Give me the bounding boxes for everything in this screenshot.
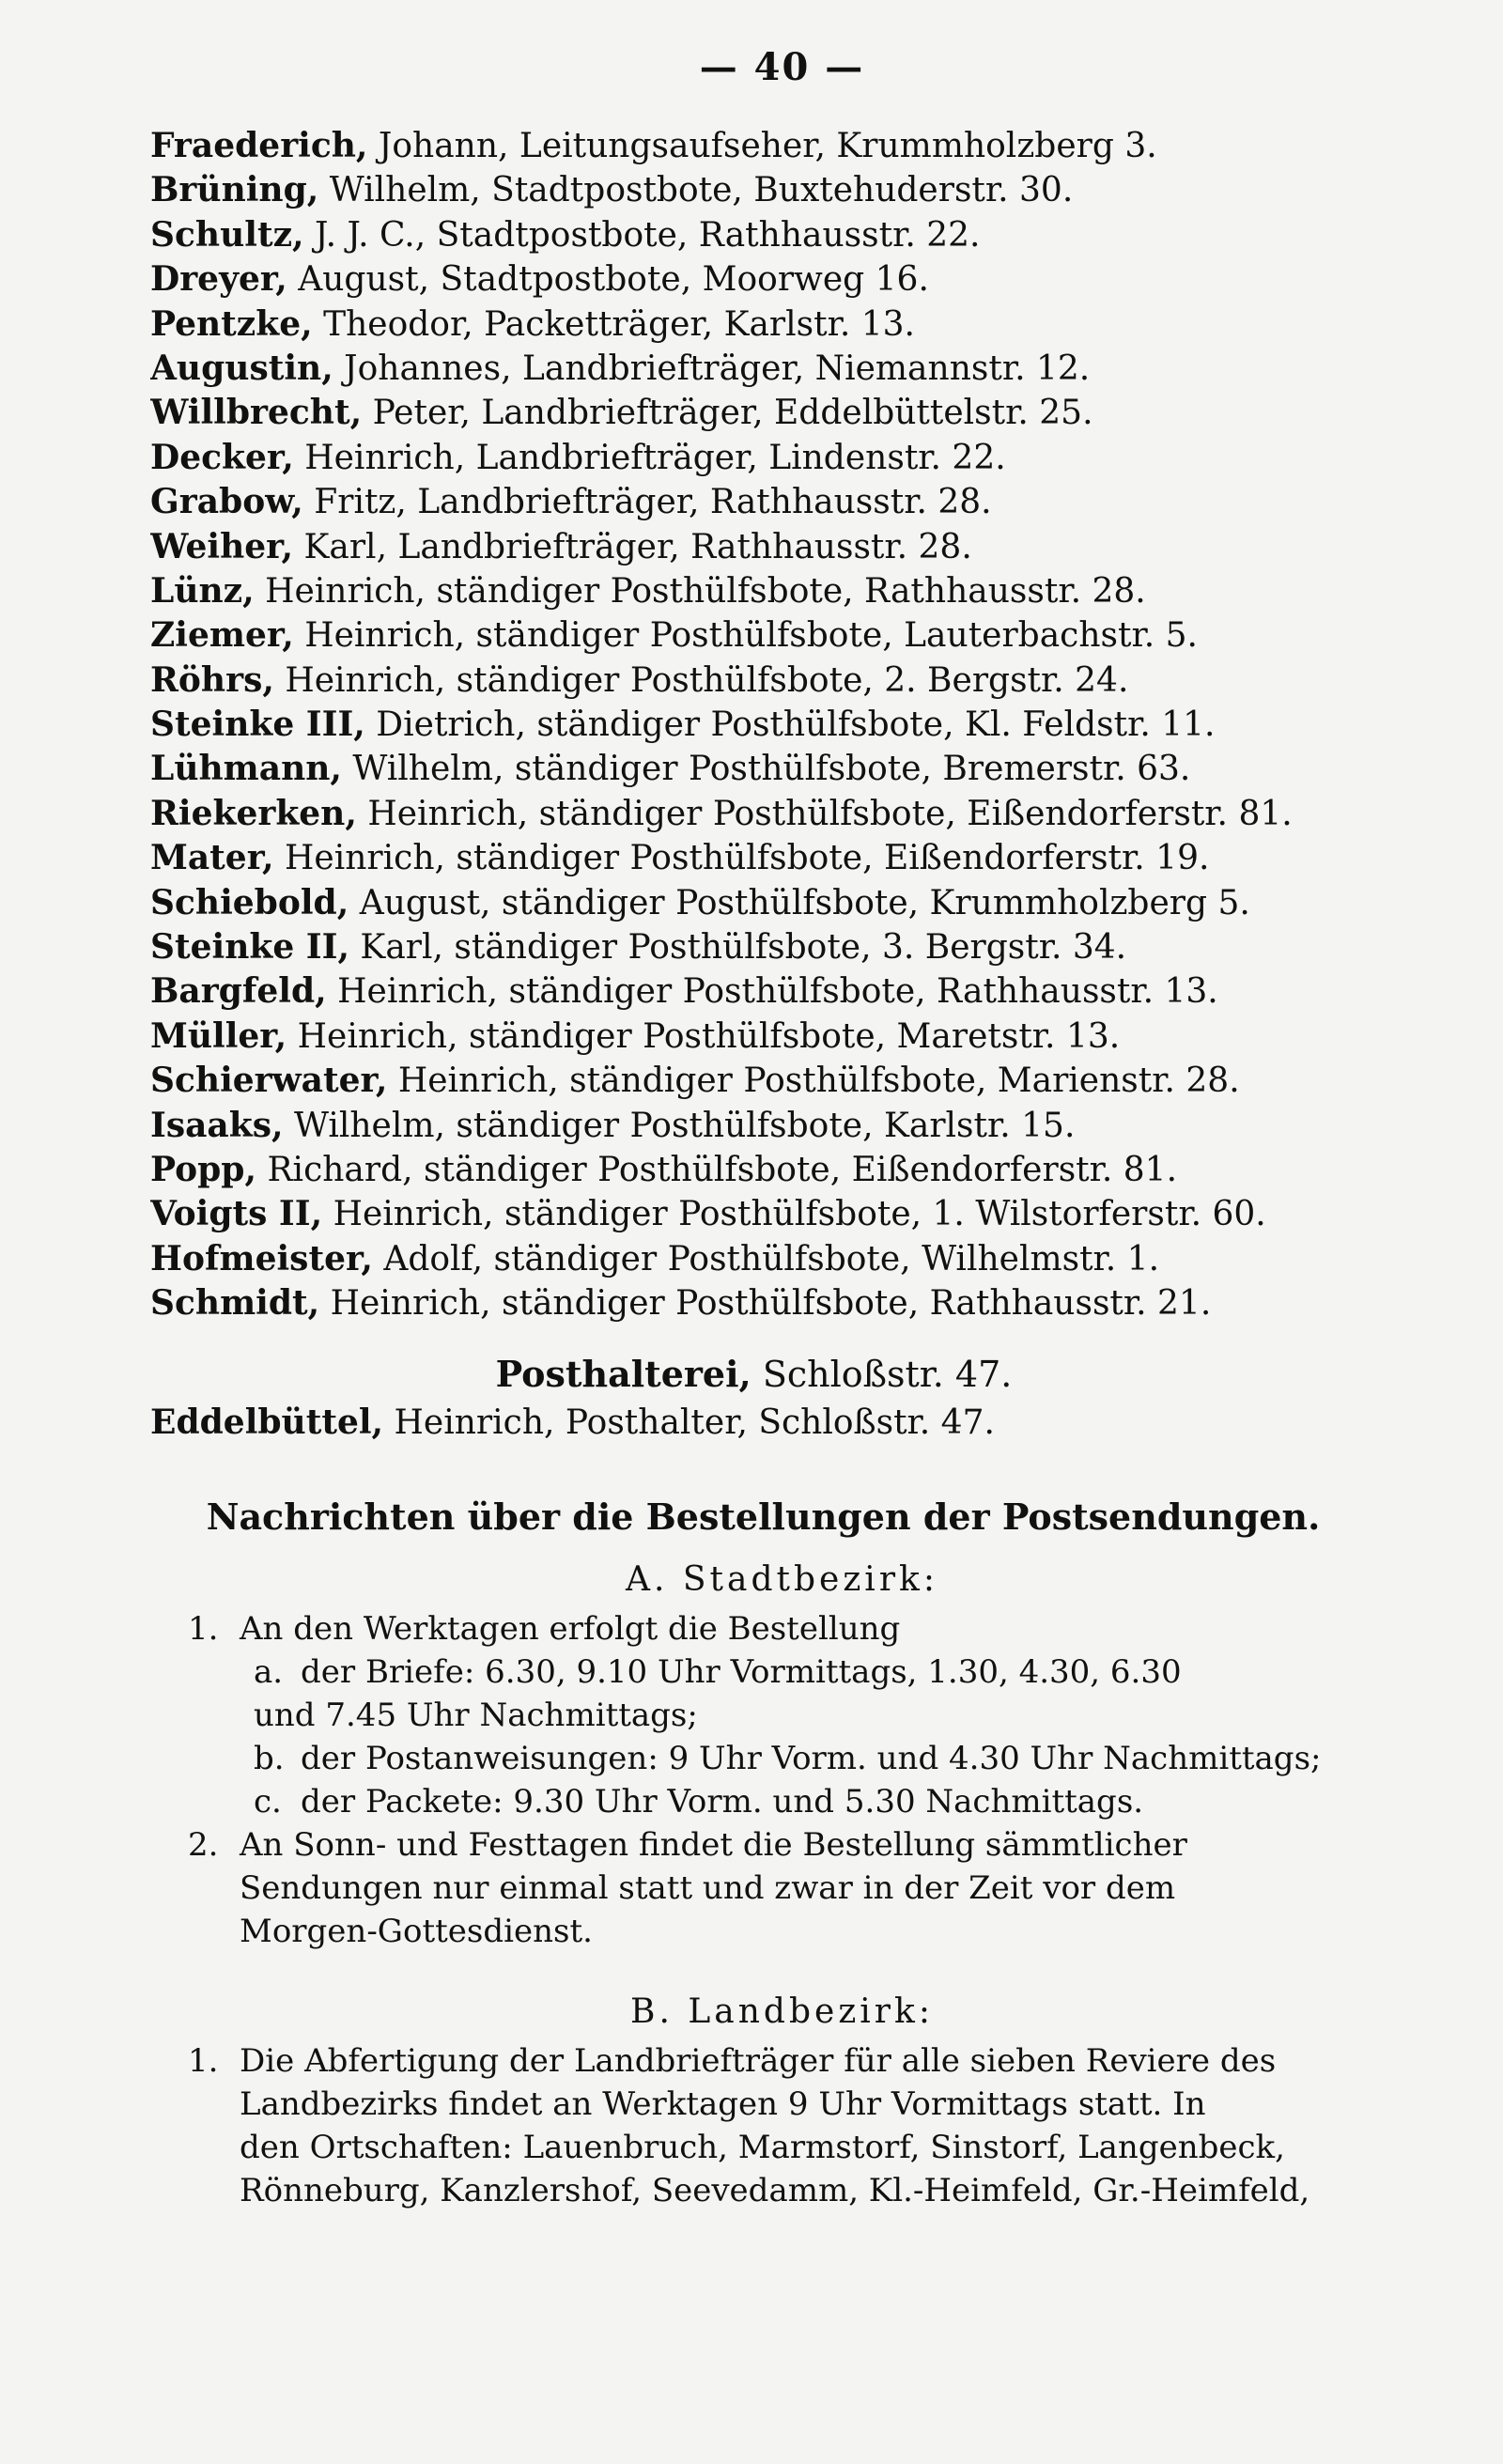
sub-text: der Briefe: 6.30, 9.10 Uhr Vormittags, 1.30, 4.30, 6.30 xyxy=(301,1652,1182,1691)
entry-surname: Voigts II, xyxy=(150,1194,323,1234)
entry-surname: Fraederich, xyxy=(150,126,368,165)
list-item xyxy=(150,302,1414,347)
entry-details: Johannes, Landbriefträger, Niemannstr. 12. xyxy=(333,349,1091,388)
entry-surname: Willbrecht, xyxy=(150,393,363,433)
landbezirk-item-1-continued: den Ortschaften: Lauenbruch, Marmstorf, Sinstorf, Langenbeck, xyxy=(240,2128,1285,2166)
entry-details: Heinrich, ständiger Posthülfsbote, Lauterbachstr. 5. xyxy=(293,616,1198,656)
posthalterei-address: Schloßstr. 47. xyxy=(751,1353,1013,1395)
stadtbezirk-item-2-continued: Morgen-Gottesdienst. xyxy=(240,1912,593,1950)
section-heading-landbezirk: B. Landbezirk: xyxy=(630,1991,934,2031)
entry-surname: Riekerken, xyxy=(150,793,357,833)
entry-details: Karl, ständiger Posthülfsbote, 3. Bergstr. 34. xyxy=(349,928,1127,968)
stadtbezirk-sub-a-continued: und 7.45 Uhr Nachmittags; xyxy=(254,1696,698,1734)
entry-surname: Schiebold, xyxy=(150,882,349,922)
list-item xyxy=(150,836,1414,880)
sub-letter: a. xyxy=(254,1652,284,1691)
entry-details: Heinrich, Landbriefträger, Lindenstr. 22. xyxy=(293,438,1006,477)
list-item xyxy=(150,168,1414,212)
entry-details: August, ständiger Posthülfsbote, Krummholzberg 5. xyxy=(349,883,1250,922)
entry-details: Theodor, Packetträger, Karlstr. 13. xyxy=(312,304,915,344)
entry-details: Heinrich, ständiger Posthülfsbote, 2. Bergstr. 24. xyxy=(273,660,1129,700)
list-item xyxy=(150,969,1414,1014)
list-item xyxy=(150,436,1414,480)
list-item xyxy=(150,1281,1414,1325)
landbezirk-item-1-continued: Rönneburg, Kanzlershof, Seevedamm, Kl.-Heimfeld, Gr.-Heimfeld, xyxy=(240,2171,1310,2209)
item-text: An den Werktagen erfolgt die Bestellung xyxy=(240,1609,901,1648)
page-number: — 40 — xyxy=(699,45,865,89)
sub-letter: b. xyxy=(254,1739,285,1777)
list-item xyxy=(150,569,1414,613)
stadtbezirk-item-1 xyxy=(150,1607,1414,1650)
entry-surname: Ziemer, xyxy=(150,615,294,656)
list-item xyxy=(150,347,1414,391)
entry-surname: Steinke II, xyxy=(150,927,349,968)
entry-surname: Lünz, xyxy=(150,570,255,611)
sub-text: der Postanweisungen: 9 Uhr Vorm. und 4.30 Uhr Nachmittags; xyxy=(301,1739,1322,1777)
list-item xyxy=(150,881,1414,925)
list-item xyxy=(150,747,1414,791)
entry-surname: Bargfeld, xyxy=(150,971,327,1012)
list-item xyxy=(150,659,1414,703)
item-text: Die Abfertigung der Landbriefträger für alle sieben Reviere des xyxy=(240,2041,1277,2080)
posthalterei-label: Posthalterei, xyxy=(495,1352,752,1395)
entry-details: Karl, Landbriefträger, Rathhausstr. 28. xyxy=(293,527,972,566)
entry-surname: Schierwater, xyxy=(150,1061,388,1101)
list-item xyxy=(150,703,1414,747)
entry-details: Adolf, ständiger Posthülfsbote, Wilhelmstr. 1. xyxy=(372,1239,1160,1278)
entry-surname: Brüning, xyxy=(150,170,319,210)
list-item xyxy=(150,792,1414,836)
landbezirk-item-1-continued: Landbezirks findet an Werktagen 9 Uhr Vormittags statt. In xyxy=(240,2084,1206,2123)
entry-details: Heinrich, ständiger Posthülfsbote, Eißendorferstr. 19. xyxy=(273,839,1210,878)
entry-details: Fritz, Landbriefträger, Rathhausstr. 28. xyxy=(302,483,992,522)
list-item xyxy=(150,925,1414,969)
section-heading-stadtbezirk: A. Stadtbezirk: xyxy=(626,1559,938,1599)
staff-list xyxy=(150,124,1414,1326)
entry-details: Heinrich, ständiger Posthülfsbote, Maretstr. 13. xyxy=(287,1016,1121,1056)
posthalterei-heading xyxy=(150,1351,1414,1398)
list-item xyxy=(150,257,1414,302)
list-item xyxy=(150,391,1414,435)
list-item xyxy=(150,1059,1414,1103)
entry-surname: Popp, xyxy=(150,1149,256,1189)
entry-details: Heinrich, ständiger Posthülfsbote, 1. Wilstorferstr. 60. xyxy=(322,1195,1266,1234)
list-item xyxy=(150,1104,1414,1148)
entry-surname: Schmidt, xyxy=(150,1283,320,1324)
entry-surname: Weiher, xyxy=(150,526,294,566)
stadtbezirk-item-2 xyxy=(150,1823,1414,1867)
entry-details: Wilhelm, ständiger Posthülfsbote, Bremerstr. 63. xyxy=(341,750,1191,789)
sub-letter: c. xyxy=(254,1782,282,1821)
entry-surname: Decker, xyxy=(150,437,294,477)
list-item xyxy=(150,1015,1414,1059)
entry-surname: Dreyer, xyxy=(150,259,287,300)
entry-details: August, Stadtpostbote, Moorweg 16. xyxy=(287,260,929,300)
landbezirk-item-1 xyxy=(150,2039,1414,2083)
list-item xyxy=(150,525,1414,569)
entry-details: Peter, Landbriefträger, Eddelbüttelstr. 25. xyxy=(362,394,1093,433)
entry-surname: Augustin, xyxy=(150,348,333,388)
item-text: An Sonn- und Festtagen findet die Bestellung sämmtlicher xyxy=(240,1825,1187,1864)
item-number: 1. xyxy=(188,1609,219,1648)
entry-details: Heinrich, ständiger Posthülfsbote, Rathhausstr. 13. xyxy=(326,972,1218,1012)
entry-surname: Müller, xyxy=(150,1015,287,1056)
posthalter-surname: Eddelbüttel, xyxy=(150,1402,384,1442)
stadtbezirk-sub-a xyxy=(150,1650,1414,1694)
entry-surname: Pentzke, xyxy=(150,303,313,344)
entry-surname: Hofmeister, xyxy=(150,1238,373,1278)
list-item xyxy=(150,480,1414,524)
list-item xyxy=(150,613,1414,658)
entry-details: Heinrich, ständiger Posthülfsbote, Eißendorferstr. 81. xyxy=(356,794,1293,833)
posthalter-entry xyxy=(150,1398,1414,1448)
item-number: 1. xyxy=(188,2041,219,2080)
entry-details: Heinrich, ständiger Posthülfsbote, Rathhausstr. 28. xyxy=(254,571,1146,611)
list-item xyxy=(150,124,1414,168)
entry-details: Heinrich, ständiger Posthülfsbote, Rathhausstr. 21. xyxy=(319,1284,1212,1324)
entry-details: Richard, ständiger Posthülfsbote, Eißendorferstr. 81. xyxy=(256,1150,1178,1189)
list-item xyxy=(150,213,1414,257)
entry-surname: Mater, xyxy=(150,838,274,878)
stadtbezirk-sub-c xyxy=(150,1780,1414,1823)
entry-surname: Steinke III, xyxy=(150,705,365,745)
entry-details: Dietrich, ständiger Posthülfsbote, Kl. Feldstr. 11. xyxy=(364,705,1216,745)
entry-details: J. J. C., Stadtpostbote, Rathhausstr. 22. xyxy=(303,215,981,255)
posthalter-details: Heinrich, Posthalter, Schloßstr. 47. xyxy=(383,1402,995,1442)
entry-surname: Lühmann, xyxy=(150,749,342,789)
entry-details: Wilhelm, ständiger Posthülfsbote, Karlstr. 15. xyxy=(283,1106,1076,1145)
stadtbezirk-sub-b xyxy=(150,1737,1414,1780)
item-number: 2. xyxy=(188,1825,219,1864)
list-item xyxy=(150,1148,1414,1192)
sub-text: der Packete: 9.30 Uhr Vorm. und 5.30 Nachmittags. xyxy=(301,1782,1144,1821)
news-title: Nachrichten über die Bestellungen der Postsendungen. xyxy=(206,1495,1321,1538)
entry-details: Heinrich, ständiger Posthülfsbote, Marienstr. 28. xyxy=(387,1062,1240,1101)
entry-surname: Schultz, xyxy=(150,214,304,255)
list-item xyxy=(150,1192,1414,1236)
entry-details: Johann, Leitungsaufseher, Krummholzberg 3. xyxy=(367,127,1157,165)
entry-details: Wilhelm, Stadtpostbote, Buxtehuderstr. 30. xyxy=(318,171,1074,210)
stadtbezirk-item-2-continued: Sendungen nur einmal statt und zwar in der Zeit vor dem xyxy=(240,1868,1176,1907)
list-item xyxy=(150,1237,1414,1281)
entry-surname: Röhrs, xyxy=(150,659,274,700)
entry-surname: Isaaks, xyxy=(150,1105,284,1145)
entry-surname: Grabow, xyxy=(150,482,303,522)
